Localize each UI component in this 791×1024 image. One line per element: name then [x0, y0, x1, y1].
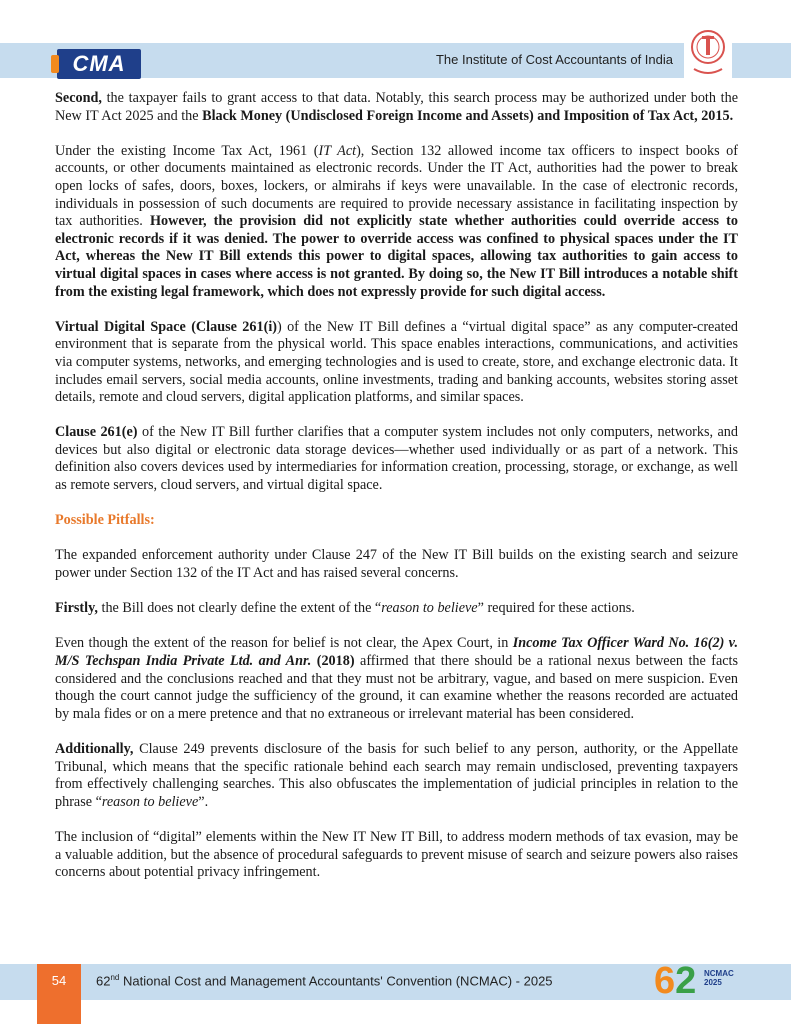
paragraph: Under the existing Income Tax Act, 1961 (IT Act), Section 132 allowed income tax officers to inspect books of accounts, or other documents maintained as electronic records. Under the IT Act, authorities had the power to break open locks of safes, doors, boxes, lockers, or almirahs if keys were unavailable. In the case of electronic records, individuals in possession of such documents are required to provide necessary assistance in facilitating inspection by tax authorities. However, the provision did not explicitly state whether authorities could override access to electronic records if it was denied. The power to override access was confined to physical spaces under the IT Act, whereas the New IT Bill extends this power to digital spaces, allowing tax authorities to gain access to virtual digital spaces in cases where access is not granted. By doing so, the New IT Bill introduces a notable shift from the existing legal framework, which does not expressly provide for such digital access. — [55, 142, 738, 300]
paragraph-lead: Second, — [55, 90, 102, 106]
logo-text: CMA — [72, 51, 126, 76]
paragraph: Even though the extent of the reason for belief is not clear, the Apex Court, in Income Tax Officer Ward No. 16(2) v. M/S Techspan India Private Ltd. and Anr. (2018) affirmed that there should be a rational nexus between the facts considered and the conclusions reached and that they must not be arbitrary, vague, and based on mere suspicion. Even though the court cannot judge the sufficiency of the ground, it can examine whether the reasons recorded are actuated by mala fides or on a mere pretence and that no extraneous or irrelevant material has been considered. — [55, 635, 738, 722]
paragraph-lead: Additionally, — [55, 740, 134, 757]
page-number-box — [37, 964, 81, 1024]
ncmac-number: 62 — [654, 960, 697, 1002]
page-number: 54 — [51, 973, 67, 988]
ncmac-label: NCMAC 2025 — [704, 969, 734, 987]
paragraph: Firstly, the Bill does not clearly define the extent of the “reason to believe” required for these actions. — [55, 600, 635, 617]
paragraph-lead: Firstly, — [55, 600, 98, 617]
section-heading: Possible Pitfalls: — [55, 512, 155, 529]
footer-title: 62nd National Cost and Management Accountants' Convention (NCMAC) - 2025 — [96, 973, 553, 989]
paragraph-lead: Virtual Digital Space (Clause 261(i) — [55, 318, 277, 335]
paragraph: Clause 261(e) of the New IT Bill further clarifies that a computer system includes not only computers, networks, and devices but also digital or electronic data storage devices—whether used individually or as part of a network. This definition also covers devices used by intermediaries for information creation, processing, storage, or exchange, as well as remote servers, cloud servers, and virtual digital space. — [55, 424, 738, 494]
paragraph: Second, the taxpayer fails to grant access to that data. Notably, this search process may be authorized under both the New IT Act 2025 and the Black Money (Undisclosed Foreign Income and Assets) and Imposition of Tax Act, 2015. — [55, 90, 738, 124]
institute-emblem-icon — [684, 20, 732, 82]
article-body — [55, 90, 738, 899]
logo-mark-icon — [51, 55, 59, 73]
paragraph-lead: Clause 261(e) — [55, 424, 138, 441]
paragraph: Additionally, Clause 249 prevents disclosure of the basis for such belief to any person, authority, or the Appellate Tribunal, which means that the specific rationale behind each search may remain undisclosed, preventing taxpayers from effectively challenging searches. This also obfuscates the implementation of judicial principles in relation to the phrase “reason to believe”. — [55, 740, 738, 810]
case-citation: Income Tax Officer Ward No. 16(2) v. M/S Techspan India Private Ltd. and Anr. — [55, 635, 738, 669]
ncmac-logo — [654, 960, 734, 1003]
paragraph: The expanded enforcement authority under Clause 247 of the New IT Bill builds on the existing search and seizure power under Section 132 of the IT Act and has raised several concerns. — [55, 547, 738, 582]
cma-logo — [57, 49, 141, 79]
paragraph: The inclusion of “digital” elements within the New IT New IT Bill, to address modern methods of tax evasion, may be a valuable addition, but the absence of procedural safeguards to prevent misuse of search and seizure powers also raises concerns about potential privacy infringement. — [55, 828, 738, 881]
institute-name: The Institute of Cost Accountants of India — [435, 52, 673, 67]
paragraph: Virtual Digital Space (Clause 261(i)) of the New IT Bill defines a “virtual digital space” as any computer-created environment that is separate from the physical world. This space enables interactions, communications, and activities via computer systems, networks, and emerging technologies and is used to create, store, and exchange electronic data. It includes email servers, social media accounts, online investments, trading and banking accounts, websites storing asset details, remote and cloud servers, digital application platforms, and similar spaces. — [55, 318, 738, 406]
